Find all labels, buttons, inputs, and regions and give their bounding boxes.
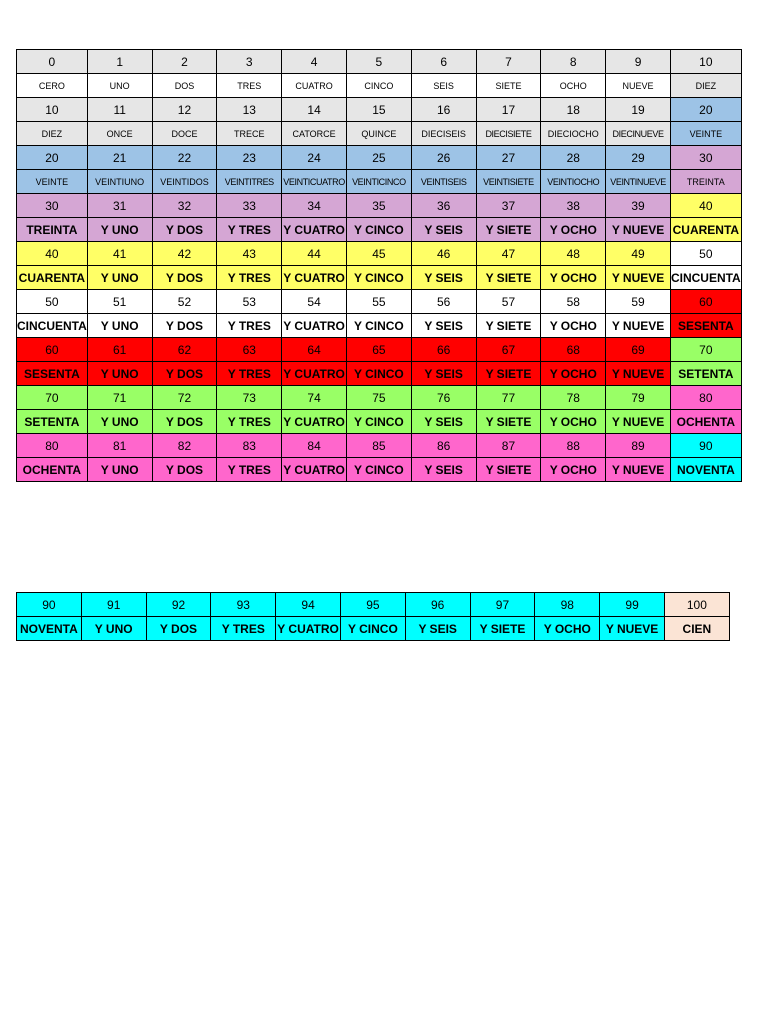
- number-cell: 42: [152, 242, 217, 266]
- number-cell: 19: [606, 98, 671, 122]
- word-cell: Y OCHO: [541, 314, 606, 338]
- number-cell: 10: [17, 98, 88, 122]
- number-cell: 84: [282, 434, 347, 458]
- word-cell: Y SEIS: [411, 218, 476, 242]
- word-cell: TREINTA: [17, 218, 88, 242]
- word-cell: Y OCHO: [541, 362, 606, 386]
- number-cell: 22: [152, 146, 217, 170]
- word-cell: OCHO: [541, 74, 606, 98]
- number-cell: 99: [600, 593, 665, 617]
- word-cell: TRECE: [217, 122, 282, 146]
- number-cell: 24: [282, 146, 347, 170]
- word-cell: CIEN: [664, 617, 729, 641]
- number-cell: 5: [346, 50, 411, 74]
- word-cell: CUARENTA: [17, 266, 88, 290]
- number-cell: 85: [346, 434, 411, 458]
- number-cell: 80: [670, 386, 741, 410]
- word-cell: NOVENTA: [670, 458, 741, 482]
- word-cell: Y CUATRO: [282, 314, 347, 338]
- number-cell: 62: [152, 338, 217, 362]
- word-cell: Y NUEVE: [606, 362, 671, 386]
- number-cell: 52: [152, 290, 217, 314]
- number-cell: 90: [17, 593, 82, 617]
- word-row: [17, 170, 742, 194]
- number-row: [17, 98, 742, 122]
- number-cell: 90: [670, 434, 741, 458]
- word-cell: Y CINCO: [346, 410, 411, 434]
- word-cell: DIECISEIS: [411, 122, 476, 146]
- number-cell: 35: [346, 194, 411, 218]
- number-cell: 70: [17, 386, 88, 410]
- word-cell: VEINTIOCHO: [541, 170, 606, 194]
- word-cell: Y CINCO: [346, 458, 411, 482]
- word-cell: VEINTE: [17, 170, 88, 194]
- word-cell: Y OCHO: [535, 617, 600, 641]
- number-cell: 63: [217, 338, 282, 362]
- number-cell: 43: [217, 242, 282, 266]
- number-cell: 21: [87, 146, 152, 170]
- number-cell: 60: [17, 338, 88, 362]
- number-cell: 51: [87, 290, 152, 314]
- number-cell: 68: [541, 338, 606, 362]
- number-cell: 3: [217, 50, 282, 74]
- word-cell: DIECIOCHO: [541, 122, 606, 146]
- number-cell: 29: [606, 146, 671, 170]
- number-cell: 74: [282, 386, 347, 410]
- word-cell: CERO: [17, 74, 88, 98]
- word-cell: Y CINCO: [346, 218, 411, 242]
- number-cell: 10: [670, 50, 741, 74]
- number-cell: 7: [476, 50, 541, 74]
- number-cell: 88: [541, 434, 606, 458]
- numbers-table-0-90: [16, 49, 742, 482]
- word-cell: Y NUEVE: [600, 617, 665, 641]
- number-cell: 49: [606, 242, 671, 266]
- number-cell: 66: [411, 338, 476, 362]
- word-cell: Y SIETE: [476, 458, 541, 482]
- word-cell: Y CINCO: [346, 266, 411, 290]
- number-cell: 96: [405, 593, 470, 617]
- word-cell: OCHENTA: [17, 458, 88, 482]
- word-row: [17, 362, 742, 386]
- word-cell: CUATRO: [282, 74, 347, 98]
- word-cell: Y OCHO: [541, 410, 606, 434]
- word-cell: VEINTICUATRO: [282, 170, 347, 194]
- word-cell: Y SIETE: [470, 617, 535, 641]
- number-cell: 87: [476, 434, 541, 458]
- word-row: [17, 410, 742, 434]
- number-cell: 34: [282, 194, 347, 218]
- word-cell: CINCO: [346, 74, 411, 98]
- word-cell: Y CUATRO: [282, 266, 347, 290]
- numbers-table-90-100: [16, 592, 730, 641]
- number-cell: 59: [606, 290, 671, 314]
- number-cell: 27: [476, 146, 541, 170]
- word-cell: NUEVE: [606, 74, 671, 98]
- number-cell: 9: [606, 50, 671, 74]
- word-cell: SIETE: [476, 74, 541, 98]
- word-cell: Y NUEVE: [606, 266, 671, 290]
- word-cell: Y CINCO: [346, 314, 411, 338]
- word-cell: DIEZ: [670, 74, 741, 98]
- word-row: [17, 122, 742, 146]
- word-cell: Y CUATRO: [282, 362, 347, 386]
- number-cell: 78: [541, 386, 606, 410]
- word-row: [17, 266, 742, 290]
- word-cell: Y CINCO: [340, 617, 405, 641]
- number-cell: 94: [276, 593, 341, 617]
- number-cell: 73: [217, 386, 282, 410]
- word-cell: SEIS: [411, 74, 476, 98]
- word-cell: Y TRES: [217, 266, 282, 290]
- number-cell: 50: [17, 290, 88, 314]
- word-cell: NOVENTA: [17, 617, 82, 641]
- number-cell: 71: [87, 386, 152, 410]
- word-cell: Y CUATRO: [276, 617, 341, 641]
- number-cell: 38: [541, 194, 606, 218]
- word-cell: Y SEIS: [411, 362, 476, 386]
- word-cell: Y SIETE: [476, 314, 541, 338]
- number-cell: 44: [282, 242, 347, 266]
- word-cell: Y CUATRO: [282, 218, 347, 242]
- word-cell: Y NUEVE: [606, 458, 671, 482]
- numbers-table-body: [17, 50, 742, 482]
- number-cell: 25: [346, 146, 411, 170]
- number-cell: 97: [470, 593, 535, 617]
- word-cell: Y OCHO: [541, 266, 606, 290]
- word-cell: Y UNO: [81, 617, 146, 641]
- number-cell: 40: [670, 194, 741, 218]
- word-cell: VEINTITRES: [217, 170, 282, 194]
- number-cell: 32: [152, 194, 217, 218]
- number-cell: 20: [17, 146, 88, 170]
- word-cell: CINCUENTA: [17, 314, 88, 338]
- number-cell: 31: [87, 194, 152, 218]
- number-row: [17, 194, 742, 218]
- number-cell: 39: [606, 194, 671, 218]
- word-cell: SETENTA: [670, 362, 741, 386]
- word-cell: TREINTA: [670, 170, 741, 194]
- number-row: [17, 290, 742, 314]
- number-cell: 26: [411, 146, 476, 170]
- number-cell: 30: [17, 194, 88, 218]
- number-cell: 33: [217, 194, 282, 218]
- word-cell: Y OCHO: [541, 458, 606, 482]
- word-cell: Y SEIS: [411, 314, 476, 338]
- word-cell: Y NUEVE: [606, 218, 671, 242]
- number-cell: 37: [476, 194, 541, 218]
- word-cell: Y UNO: [87, 314, 152, 338]
- number-cell: 1: [87, 50, 152, 74]
- word-cell: UNO: [87, 74, 152, 98]
- number-cell: 61: [87, 338, 152, 362]
- number-cell: 15: [346, 98, 411, 122]
- word-cell: Y SIETE: [476, 266, 541, 290]
- number-row: [17, 338, 742, 362]
- word-cell: Y UNO: [87, 362, 152, 386]
- number-cell: 67: [476, 338, 541, 362]
- number-cell: 16: [411, 98, 476, 122]
- word-cell: DOCE: [152, 122, 217, 146]
- word-cell: Y CINCO: [346, 362, 411, 386]
- word-cell: Y TRES: [217, 314, 282, 338]
- number-row: [17, 593, 730, 617]
- number-cell: 12: [152, 98, 217, 122]
- number-cell: 91: [81, 593, 146, 617]
- number-cell: 46: [411, 242, 476, 266]
- number-cell: 98: [535, 593, 600, 617]
- number-row: [17, 50, 742, 74]
- word-cell: DIECISIETE: [476, 122, 541, 146]
- word-cell: Y UNO: [87, 458, 152, 482]
- number-cell: 8: [541, 50, 606, 74]
- word-cell: Y CUATRO: [282, 458, 347, 482]
- number-cell: 83: [217, 434, 282, 458]
- number-cell: 75: [346, 386, 411, 410]
- number-cell: 4: [282, 50, 347, 74]
- word-cell: VEINTIUNO: [87, 170, 152, 194]
- word-cell: VEINTISEIS: [411, 170, 476, 194]
- number-cell: 60: [670, 290, 741, 314]
- number-cell: 36: [411, 194, 476, 218]
- word-cell: Y SEIS: [411, 266, 476, 290]
- word-cell: Y SIETE: [476, 218, 541, 242]
- word-cell: SESENTA: [670, 314, 741, 338]
- number-row: [17, 146, 742, 170]
- number-cell: 55: [346, 290, 411, 314]
- number-cell: 69: [606, 338, 671, 362]
- number-cell: 58: [541, 290, 606, 314]
- number-cell: 23: [217, 146, 282, 170]
- word-cell: Y DOS: [152, 218, 217, 242]
- number-cell: 54: [282, 290, 347, 314]
- word-cell: QUINCE: [346, 122, 411, 146]
- number-cell: 65: [346, 338, 411, 362]
- number-cell: 0: [17, 50, 88, 74]
- word-row: [17, 74, 742, 98]
- word-row: [17, 617, 730, 641]
- word-cell: Y SEIS: [405, 617, 470, 641]
- number-cell: 45: [346, 242, 411, 266]
- word-cell: CINCUENTA: [670, 266, 741, 290]
- number-cell: 48: [541, 242, 606, 266]
- number-cell: 17: [476, 98, 541, 122]
- number-cell: 82: [152, 434, 217, 458]
- number-row: [17, 386, 742, 410]
- word-cell: VEINTICINCO: [346, 170, 411, 194]
- number-cell: 57: [476, 290, 541, 314]
- number-cell: 86: [411, 434, 476, 458]
- word-cell: Y DOS: [152, 458, 217, 482]
- number-row: [17, 434, 742, 458]
- word-cell: CUARENTA: [670, 218, 741, 242]
- word-cell: Y SEIS: [411, 410, 476, 434]
- word-cell: Y DOS: [152, 266, 217, 290]
- word-cell: Y TRES: [217, 410, 282, 434]
- number-cell: 76: [411, 386, 476, 410]
- word-row: [17, 458, 742, 482]
- number-cell: 77: [476, 386, 541, 410]
- number-cell: 50: [670, 242, 741, 266]
- word-cell: Y DOS: [152, 362, 217, 386]
- word-cell: VEINTISIETE: [476, 170, 541, 194]
- number-cell: 47: [476, 242, 541, 266]
- word-cell: Y DOS: [146, 617, 211, 641]
- word-cell: SESENTA: [17, 362, 88, 386]
- word-cell: VEINTE: [670, 122, 741, 146]
- number-cell: 20: [670, 98, 741, 122]
- number-cell: 6: [411, 50, 476, 74]
- number-cell: 40: [17, 242, 88, 266]
- number-cell: 18: [541, 98, 606, 122]
- word-cell: Y SIETE: [476, 362, 541, 386]
- word-cell: TRES: [217, 74, 282, 98]
- word-cell: CATORCE: [282, 122, 347, 146]
- number-cell: 14: [282, 98, 347, 122]
- number-cell: 72: [152, 386, 217, 410]
- word-cell: Y TRES: [211, 617, 276, 641]
- word-cell: Y SEIS: [411, 458, 476, 482]
- word-cell: SETENTA: [17, 410, 88, 434]
- number-cell: 80: [17, 434, 88, 458]
- word-cell: Y DOS: [152, 410, 217, 434]
- number-cell: 28: [541, 146, 606, 170]
- number-cell: 81: [87, 434, 152, 458]
- word-cell: Y UNO: [87, 410, 152, 434]
- number-cell: 79: [606, 386, 671, 410]
- word-cell: Y TRES: [217, 362, 282, 386]
- word-cell: Y OCHO: [541, 218, 606, 242]
- number-cell: 30: [670, 146, 741, 170]
- word-cell: Y DOS: [152, 314, 217, 338]
- word-cell: Y UNO: [87, 218, 152, 242]
- number-cell: 100: [664, 593, 729, 617]
- word-cell: ONCE: [87, 122, 152, 146]
- number-cell: 2: [152, 50, 217, 74]
- number-row: [17, 242, 742, 266]
- number-cell: 93: [211, 593, 276, 617]
- word-cell: Y NUEVE: [606, 314, 671, 338]
- number-cell: 56: [411, 290, 476, 314]
- number-cell: 11: [87, 98, 152, 122]
- word-cell: DOS: [152, 74, 217, 98]
- word-cell: Y TRES: [217, 218, 282, 242]
- numbers-table-body: [17, 593, 730, 641]
- word-cell: Y CUATRO: [282, 410, 347, 434]
- number-cell: 95: [340, 593, 405, 617]
- number-cell: 64: [282, 338, 347, 362]
- word-cell: VEINTIDOS: [152, 170, 217, 194]
- word-cell: OCHENTA: [670, 410, 741, 434]
- number-cell: 89: [606, 434, 671, 458]
- word-cell: Y NUEVE: [606, 410, 671, 434]
- word-cell: VEINTINUEVE: [606, 170, 671, 194]
- word-row: [17, 314, 742, 338]
- word-cell: Y UNO: [87, 266, 152, 290]
- word-row: [17, 218, 742, 242]
- word-cell: Y TRES: [217, 458, 282, 482]
- number-cell: 53: [217, 290, 282, 314]
- word-cell: DIECINUEVE: [606, 122, 671, 146]
- number-cell: 13: [217, 98, 282, 122]
- word-cell: DIEZ: [17, 122, 88, 146]
- number-cell: 92: [146, 593, 211, 617]
- word-cell: Y SIETE: [476, 410, 541, 434]
- number-cell: 41: [87, 242, 152, 266]
- number-cell: 70: [670, 338, 741, 362]
